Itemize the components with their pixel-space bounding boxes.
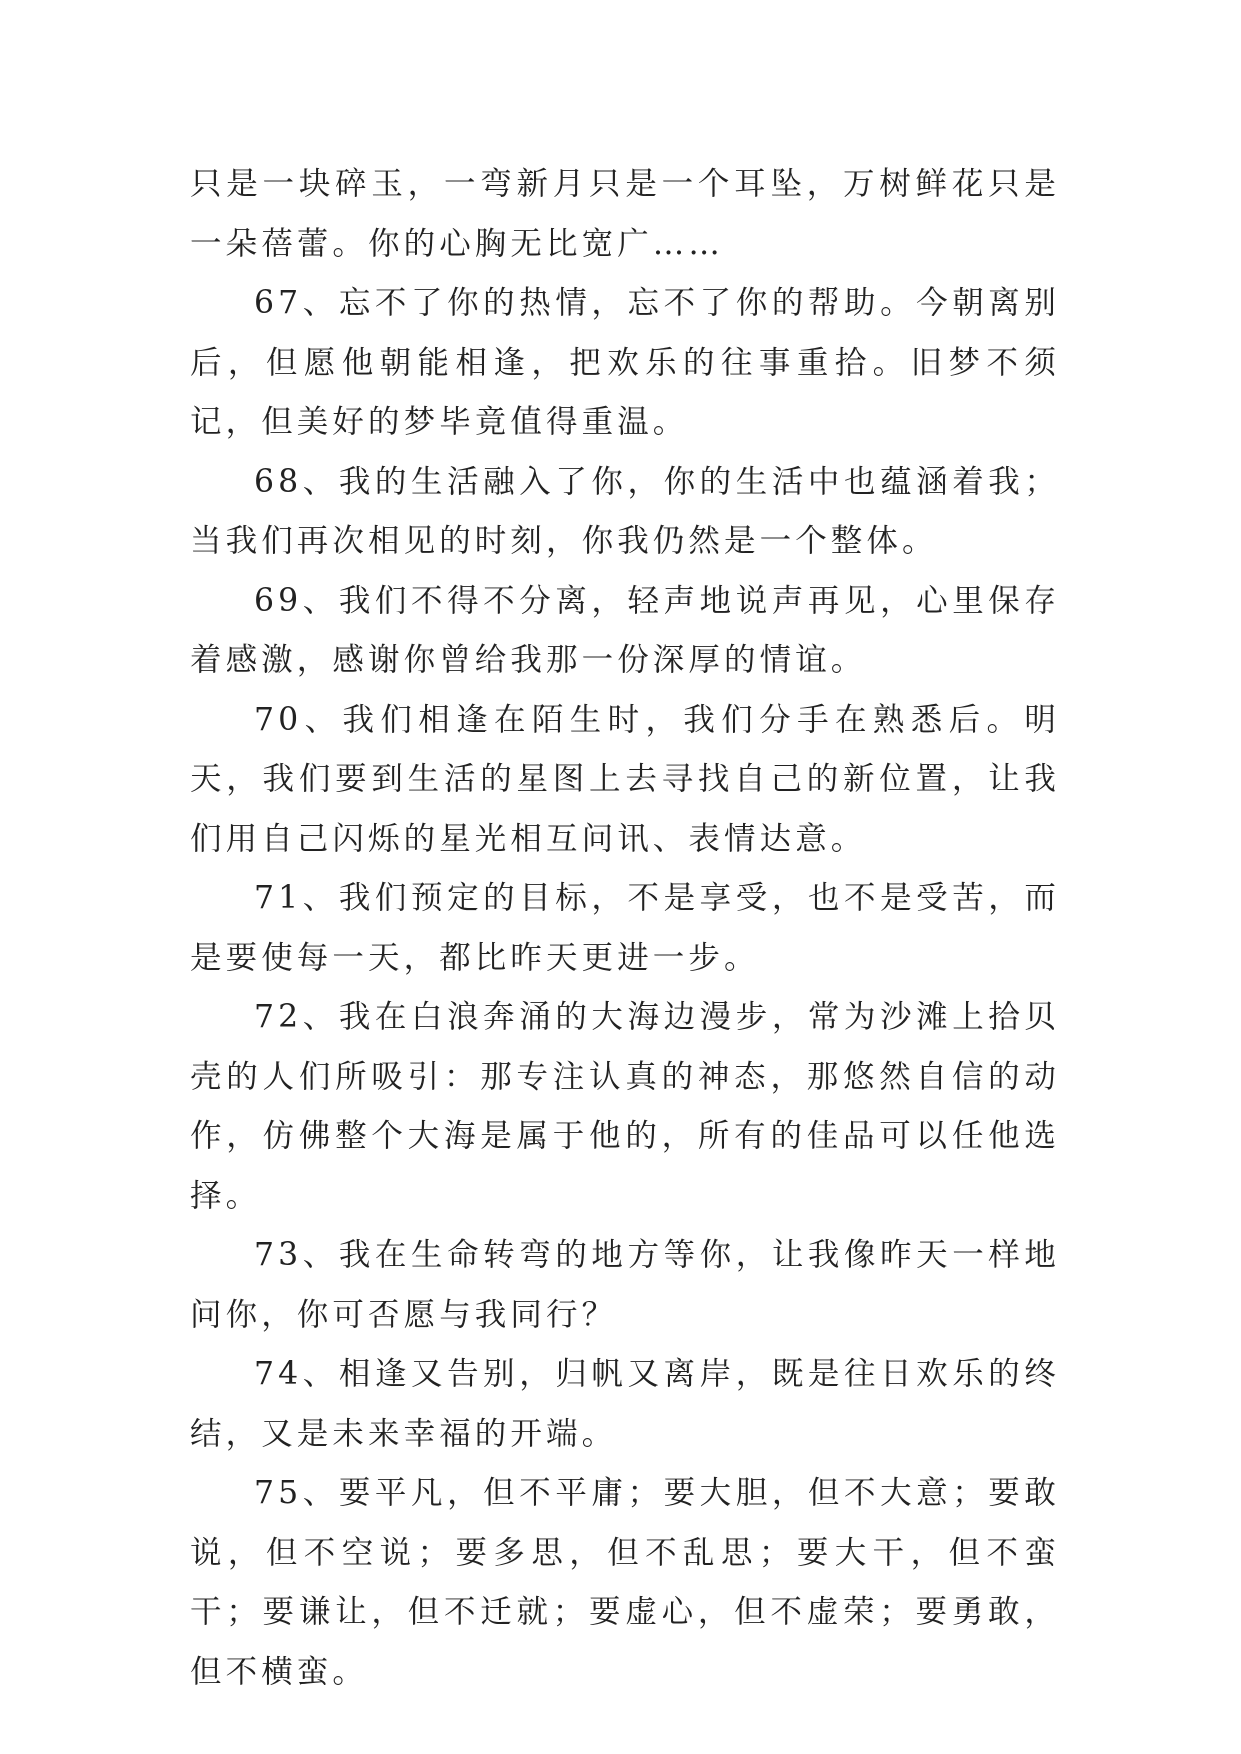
paragraph-68: 68、我的生活融入了你，你的生活中也蕴涵着我；当我们再次相见的时刻，你我仍然是一个整体。 [190,463,1060,559]
paragraph-74: 74、相逢又告别，归帆又离岸，既是往日欢乐的终结，又是未来幸福的开端。 [190,1356,1060,1452]
paragraph-72: 72、我在白浪奔涌的大海边漫步，常为沙滩上拾贝壳的人们所吸引：那专注认真的神态，那悠然自信的动作，仿佛整个大海是属于他的，所有的佳品可以任他选择。 [190,999,1060,1214]
paragraph-71: 71、我们预定的目标，不是享受，也不是受苦，而是要使每一天，都比昨天更进一步。 [190,880,1060,976]
paragraph-69: 69、我们不得不分离，轻声地说声再见，心里保存着感激，感谢你曾给我那一份深厚的情谊。 [190,582,1060,678]
paragraph-75: 75、要平凡，但不平庸；要大胆，但不大意；要敢说，但不空说；要多思，但不乱思；要大干，但不蛮干；要谦让，但不迁就；要虚心，但不虚荣；要勇敢，但不横蛮。 [190,1475,1060,1690]
paragraph-67: 67、忘不了你的热情，忘不了你的帮助。今朝离别后，但愿他朝能相逢，把欢乐的往事重拾。旧梦不须记，但美好的梦毕竟值得重温。 [190,285,1060,440]
paragraph-73: 73、我在生命转弯的地方等你，让我像昨天一样地问你，你可否愿与我同行？ [190,1237,1060,1333]
paragraph-66-continuation: 只是一块碎玉，一弯新月只是一个耳坠，万树鲜花只是一朵蓓蕾。你的心胸无比宽广…… [190,166,1060,262]
paragraph-70: 70、我们相逢在陌生时，我们分手在熟悉后。明天，我们要到生活的星图上去寻找自己的新位置，让我们用自己闪烁的星光相互问讯、表情达意。 [190,701,1060,857]
document-body [190,155,1060,1702]
